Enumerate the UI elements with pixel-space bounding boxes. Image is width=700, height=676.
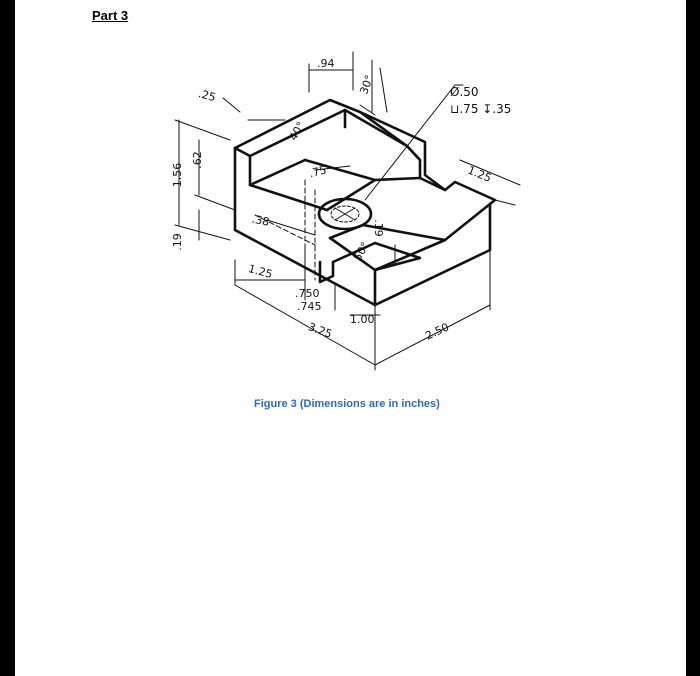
dim-019-left: .19	[171, 233, 184, 251]
dim-0750: .750	[295, 287, 320, 300]
document-page	[15, 0, 686, 676]
dim-30deg: 30°	[357, 73, 377, 97]
dim-250: 2.50	[423, 320, 452, 343]
dim-156: 1.56	[171, 162, 184, 188]
hole-counterbore-note: ⊔.75 ↧.35	[450, 102, 512, 116]
dim-100: 1.00	[350, 313, 375, 326]
dim-125-bottom: 1.25	[246, 262, 274, 282]
dim-025: .25	[196, 87, 218, 105]
dim-094: .94	[317, 57, 335, 70]
dim-019-center: .19	[372, 219, 385, 237]
dim-0745: .745	[297, 300, 322, 313]
hole-diameter-note: Ø.50	[450, 85, 479, 99]
figure-caption: Figure 3 (Dimensions are in inches)	[254, 398, 440, 410]
dim-125-right: 1.25	[465, 163, 494, 185]
dim-062: .62	[191, 151, 204, 169]
part-title: Part 3	[92, 8, 129, 23]
isometric-drawing	[15, 0, 686, 676]
dim-50deg: 50°	[350, 239, 372, 264]
dim-038: .38	[250, 212, 271, 229]
dim-075: .75	[307, 163, 328, 181]
dim-40deg: 40°	[286, 119, 308, 143]
dim-325: 3.25	[306, 320, 334, 341]
